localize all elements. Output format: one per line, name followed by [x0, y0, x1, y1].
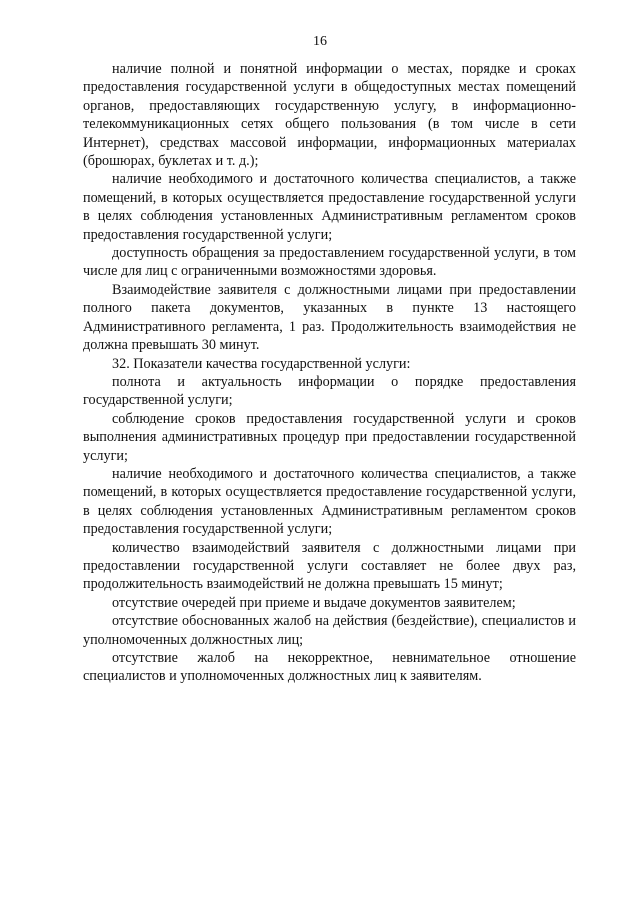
paragraph-interaction-limit: количество взаимодействий заявителя с должностными лицами при предоставлении государственной услуги составляет не более двух раз, продолжительность взаимодействий не должна превышать 15 минут;	[83, 539, 576, 593]
paragraph-staff-and-premises: наличие необходимого и достаточного количества специалистов, а также помещений, в которых осуществляется предоставление государственной услуги в целях соблюдения установленных Административным регламентом сроков предоставления государственной услуги;	[83, 171, 576, 243]
paragraph-information-completeness: полнота и актуальность информации о порядке предоставления государственной услуги;	[83, 373, 576, 409]
page-number: 16	[313, 34, 327, 49]
paragraph-deadline-compliance: соблюдение сроков предоставления государственной услуги и сроков выполнения административных процедур при предоставлении государственной услуги;	[83, 410, 576, 464]
paragraph-staff-and-premises-quality: наличие необходимого и достаточного количества специалистов, а также помещений, в которых осуществляется предоставление государственной услуги, в целях соблюдения установленных Административным регламентом сроков предоставления государственной услуги;	[83, 465, 576, 538]
paragraph-no-conduct-complaints: отсутствие жалоб на некорректное, невнимательное отношение специалистов и уполномоченных должностных лиц к заявителям.	[83, 650, 576, 685]
paragraph-information-availability: наличие полной и понятной информации о местах, порядке и сроках предоставления государственной услуги в общедоступных местах помещений органов, предоставляющих государственную услугу, в информационно-телекоммуникационных сетях общего пользования (в том числе в сети Интернет), средствах массовой информации, информационных материалах (брошюрах, буклетах и т. д.);	[83, 61, 576, 170]
paragraph-accessibility: доступность обращения за предоставлением государственной услуги, в том числе для лиц с ограниченными возможностями здоровья.	[83, 245, 576, 280]
document-body	[83, 60, 576, 686]
paragraph-no-queues: отсутствие очередей при приеме и выдаче документов заявителем;	[112, 594, 516, 611]
section-heading-quality-indicators: 32. Показатели качества государственной услуги:	[112, 355, 411, 372]
paragraph-interaction-count: Взаимодействие заявителя с должностными лицами при предоставлении полного пакета документов, указанных в пункте 13 настоящего Административного регламента, 1 раз. Продолжительность взаимодействия не должна превышать 30 минут.	[83, 281, 576, 354]
paragraph-no-justified-complaints: отсутствие обоснованных жалоб на действия (бездействие), специалистов и уполномоченных должностных лиц;	[83, 613, 576, 648]
